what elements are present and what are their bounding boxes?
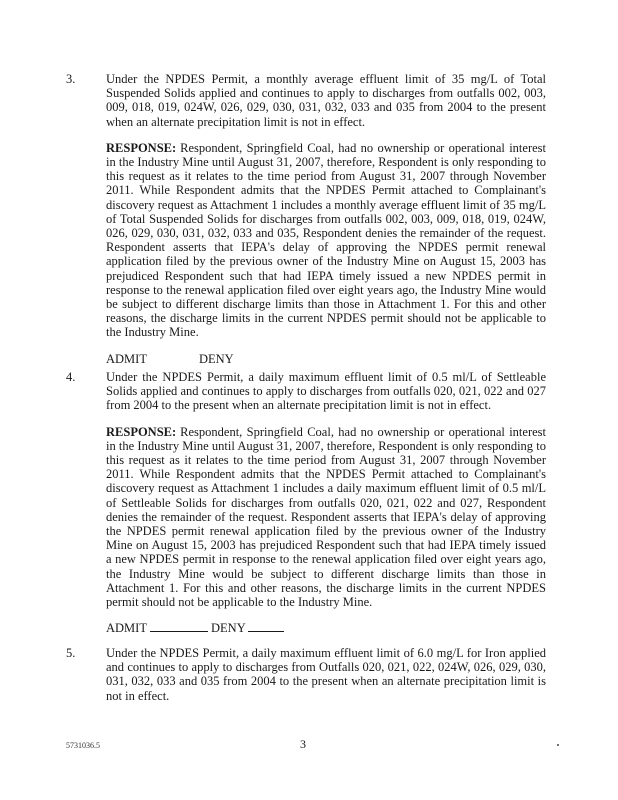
- deny-blank: [248, 621, 284, 632]
- item-number: 4.: [66, 370, 76, 384]
- request-item-3: [66, 72, 546, 366]
- admit-blank: [150, 621, 208, 632]
- response-label: RESPONSE:: [106, 424, 177, 439]
- admit-label: ADMIT: [106, 621, 147, 636]
- request-text: Under the NPDES Permit, a monthly average effluent limit of 35 mg/L of Total Suspended Solids applied and continues to apply to discharges from outfalls 002, 003, 009, 018, 019, 024W, 026, 029, 030, 031, 032, 033 and 035 from 2004 to the present when an alternate precipitation limit is not in effect.: [106, 72, 546, 129]
- footer-document-id: 5731036.5: [66, 741, 100, 750]
- request-item-5: [66, 646, 546, 715]
- response-label: RESPONSE:: [106, 140, 177, 155]
- response-text: Respondent, Springfield Coal, had no ownership or operational interest in the Industry Mine until August 31, 2007, therefore, Respondent is only responding to this request as it relates to the time period from August 31, 2007 through November 2011. While Respondent admits that the NPDES Permit attached to Complainant's discovery request as Attachment 1 includes a monthly average effluent limit of 35 mg/L of Total Suspended Solids for discharges from outfalls 002, 003, 009, 018, 019, 024W, 026, 029, 030, 031, 032, 033 and 035, Respondent denies the remainder of the request. Respondent asserts that IEPA's delay of approving the NPDES permit renewal application filed by the previous owner of the Industry Mine on August 15, 2003 has prejudiced Respondent such that had IEPA timely issued a new NPDES permit in response to the renewal application filed over eight years ago, the Industry Mine would be subject to different discharge limits than those in Attachment 1. For this and other reasons, the discharge limits in the current NPDES permit should not be applicable to the Industry Mine.: [106, 140, 546, 340]
- admit-deny-line: [106, 621, 546, 635]
- page-number: 3: [300, 737, 306, 751]
- request-text: Under the NPDES Permit, a daily maximum effluent limit of 6.0 mg/L for Iron applied and continues to apply to discharges from Outfalls 020, 021, 022, 024W, 026, 029, 030, 031, 032, 033 and 035 from 2004 to the present when an alternate precipitation limit is not in effect.: [106, 646, 546, 703]
- response-paragraph: [106, 425, 546, 610]
- admit-deny-line: [106, 352, 546, 366]
- response-paragraph: [106, 141, 546, 340]
- margin-mark: [557, 744, 559, 746]
- deny-label: DENY: [211, 621, 246, 636]
- request-item-4: [66, 370, 546, 635]
- request-text: Under the NPDES Permit, a daily maximum effluent limit of 0.5 ml/L of Settleable Solids applied and continues to apply to discharges from outfalls 020, 021, 022 and 027 from 2004 to the present when an alternate precipitation limit is not in effect.: [106, 370, 546, 413]
- deny-label: DENY: [198, 351, 234, 366]
- item-number: 5.: [66, 646, 76, 660]
- response-text: Respondent, Springfield Coal, had no ownership or operational interest in the Industry Mine until August 31, 2007, therefore, Respondent is only responding to this request as it relates to the time period from August 31, 2007 through November 2011. While Respondent admits that the NPDES Permit attached to Complainant's discovery request as Attachment 1 includes a daily maximum effluent limit of 0.5 ml/L of Settleable Solids for discharges from outfalls 020, 021, 022 and 027, Respondent denies the remainder of the request. Respondent asserts that IEPA's delay of approving the NPDES permit renewal application filed by the previous owner of the Industry Mine on August 15, 2003 has prejudiced Respondent such that had IEPA timely issued a new NPDES permit in response to the renewal application filed over eight years ago, the Industry Mine would be subject to different discharge limits than those in Attachment 1. For this and other reasons, the discharge limits in the current NPDES permit should not be applicable to the Industry Mine.: [106, 424, 546, 610]
- item-number: 3.: [66, 72, 76, 86]
- admit-label: ADMIT: [106, 351, 147, 366]
